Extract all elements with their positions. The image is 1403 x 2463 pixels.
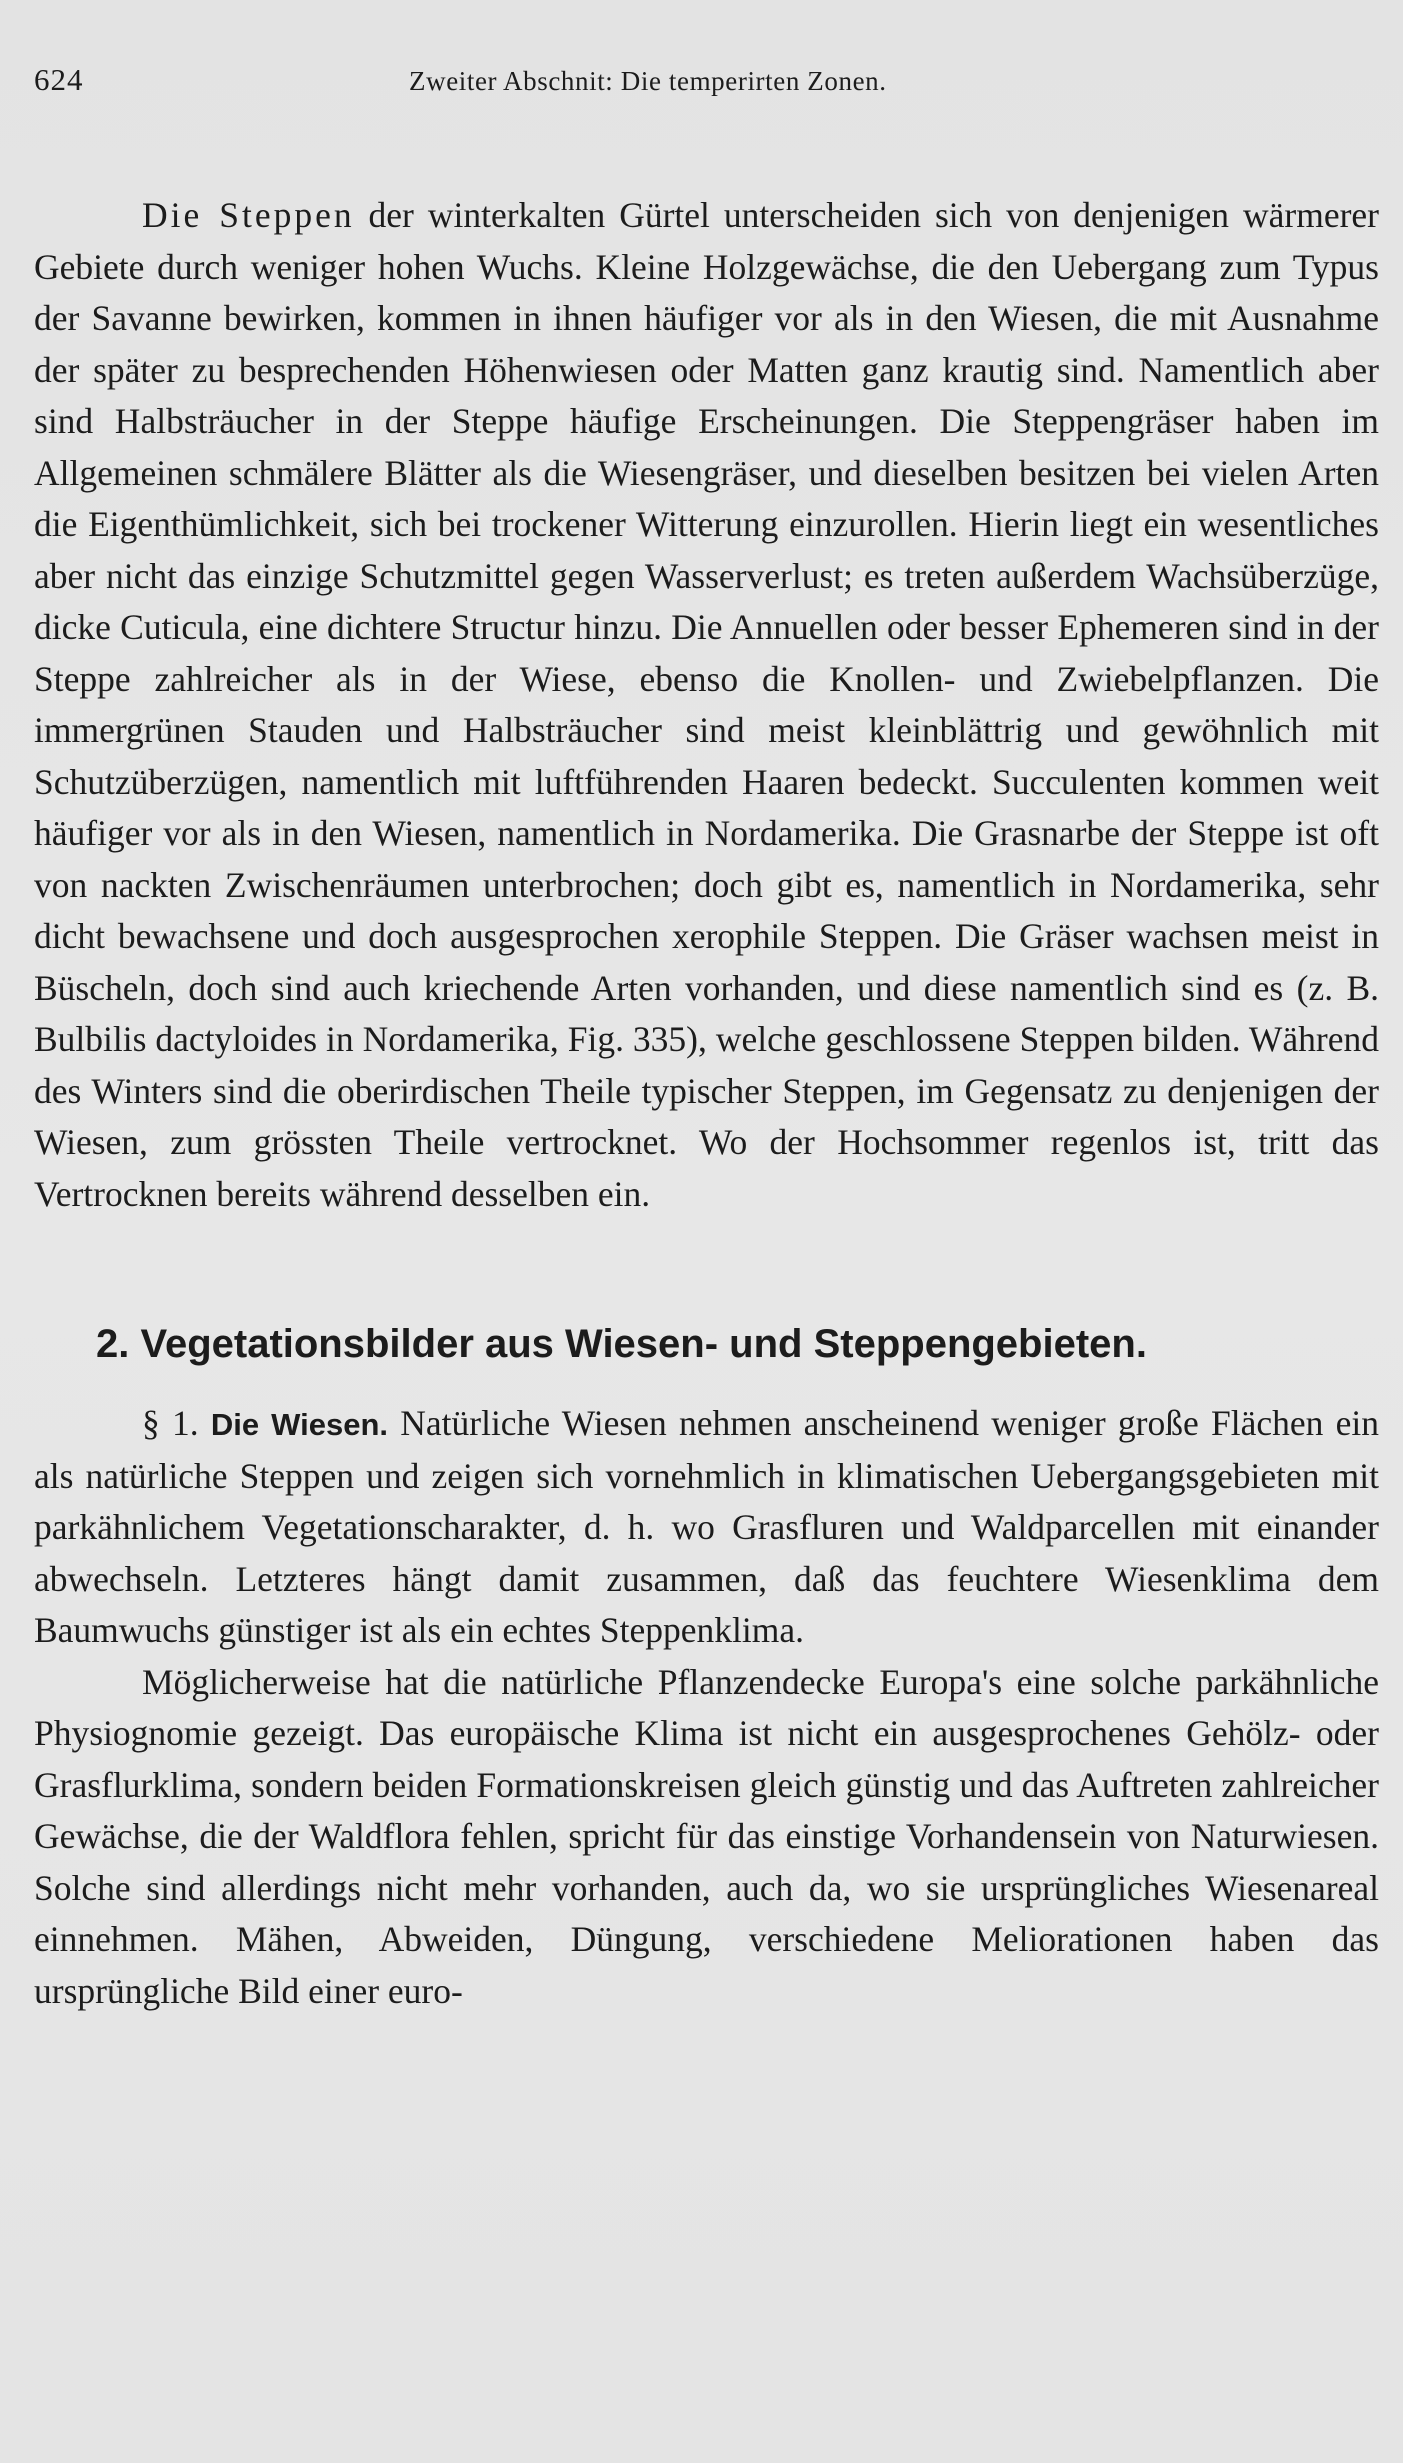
paragraph-europa: Möglicherweise hat die natürliche Pflanzendecke Europa's eine solche parkähnliche Physiognomie gezeigt. Das europäische Klima ist nicht ein ausgesprochenes Gehölz- oder Grasflurklima, sondern beiden Formationskreisen gleich günstig und das Auftreten zahlreicher Gewächse, die der Waldflora fehlen, spricht für das einstige Vorhandensein von Naturwiesen. Solche sind allerdings nicht mehr vorhanden, auch da, wo sie ursprüngliches Wiesenareal einnehmen. Mähen, Abweiden, Düngung, verschiedene Meliorationen haben das ursprüngliche Bild einer euro- [34,1661,1379,2011]
steppen-spaced-lead: Die Steppen [142,195,355,235]
paragraph-wiesen [34,1398,1379,1657]
page-number: 624 [34,62,84,97]
subsection-label: Die Wiesen. [210,1407,388,1442]
section-sign-number: § 1. [142,1403,211,1443]
paragraph-wiesen-text: Natürliche Wiesen nehmen anscheinend weniger große Flächen ein als natürliche Steppen und zeigen sich vornehmlich in klimatischen Uebergangsgebieten mit parkähnlichem Vegetationscharakter, d. h. wo Grasfluren und Waldparcellen mit einander abwechseln. Letzteres hängt damit zusammen, daß das feuchtere Wiesenklima dem Baumwuchs günstiger ist als ein echtes Steppenklima. [34,1403,1379,1650]
running-head [34,62,1379,110]
running-title: Zweiter Abschnit: Die temperirten Zonen. [409,66,887,96]
paragraph-steppen-text: der winterkalten Gürtel unterscheiden sich von denjenigen wärmerer Gebiete durch weniger hohen Wuchs. Kleine Holzgewächse, die den Uebergang zum Typus der Savanne bewirken, kommen in ihnen häufiger vor als in den Wiesen, die mit Ausnahme der später zu besprechenden Höhenwiesen oder Matten ganz krautig sind. Namentlich aber sind Halbsträucher in der Steppe häufige Erscheinungen. Die Steppengräser haben im Allgemeinen schmälere Blätter als die Wiesengräser, und dieselben besitzen bei vielen Arten die Eigenthümlichkeit, sich bei trockener Witterung einzurollen. Hierin liegt ein wesentliches aber nicht das einzige Schutzmittel gegen Wasserverlust; es treten außerdem Wachsüberzüge, dicke Cuticula, eine dichtere Structur hinzu. Die Annuellen oder besser Ephemeren sind in der Steppe zahlreicher als in der Wiese, ebenso die Knollen- und Zwiebelpflanzen. Die immergrünen Stauden und Halbsträucher sind meist kleinblättrig und gewöhnlich mit Schutzüberzügen, namentlich mit luftführenden Haaren bedeckt. Succulenten kommen weit häufiger vor als in den Wiesen, namentlich in Nordamerika. Die Grasnarbe der Steppe ist oft von nackten Zwischenräumen unterbrochen; doch gibt es, namentlich in Nordamerika, sehr dicht bewachsene und doch ausgesprochen xerophile Steppen. Die Gräser wachsen meist in Büscheln, doch sind auch kriechende Arten vorhanden, und diese namentlich sind es (z. B. Bulbilis dactyloides in Nordamerika, Fig. 335), welche geschlossene Steppen bilden. Während des Winters sind die oberirdischen Theile typischer Steppen, im Gegensatz zu denjenigen der Wiesen, zum grössten Theile vertrocknet. Wo der Hochsommer regenlos ist, tritt das Vertrocknen bereits während desselben ein. [34,195,1379,1214]
paragraph-steppen [34,190,1379,1220]
section-heading: 2. Vegetationsbilder aus Wiesen- und Steppengebieten. [96,1322,1147,1366]
